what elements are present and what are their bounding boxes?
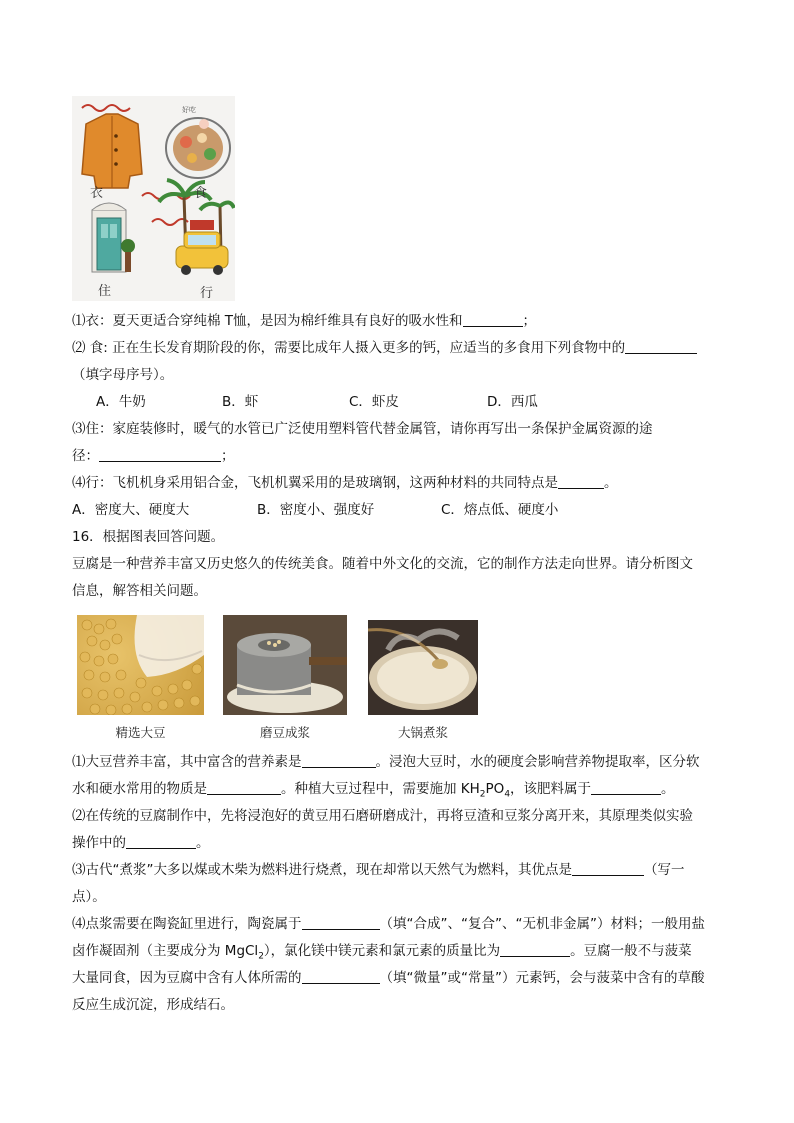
soybeans-photo [77, 615, 204, 715]
option-a: A．牛奶 [96, 394, 146, 410]
q16-part4-cont: 卤作凝固剂（主要成分为 MgCl$_2$），氯化镁中镁元素和氯元素的质量比为 。豆腐一般不与菠菜 [72, 943, 692, 962]
label-travel: 行 [200, 286, 214, 301]
q16-heading: 16．根据图表回答问题。 [72, 529, 225, 545]
q16-part3-cont: 点）。 [72, 889, 106, 905]
answer-blank[interactable] [572, 861, 644, 876]
answer-blank[interactable] [625, 339, 697, 354]
answer-blank[interactable] [302, 969, 380, 984]
q16-part1-cont: 水和硬水常用的物质是 。种植大豆过程中，需要施加 $KH_2PO_4$，该肥料属于 。 [72, 781, 675, 800]
q15-part3: ⑶住：家庭装修时，暖气的水管已广泛使用塑料管代替金属管，请你再写出一条保护金属资源的途 [72, 421, 653, 437]
label-housing: 住 [98, 284, 112, 299]
answer-blank[interactable] [500, 942, 570, 957]
q15-part1: ⑴衣：夏天更适合穿纯棉 T恤，是因为棉纤维具有良好的吸水性和 ； [72, 313, 537, 329]
label-clothing: 衣 [90, 186, 104, 201]
caption-mill: 磨豆成浆 [259, 725, 310, 740]
stone-mill-drawing [223, 615, 347, 715]
bowl-label: 好吃 [182, 106, 196, 114]
caption-soybeans: 精选大豆 [115, 725, 166, 740]
answer-blank[interactable] [302, 915, 380, 930]
answer-blank[interactable] [99, 447, 221, 462]
boiling-pot-drawing [368, 620, 478, 715]
label-food: 食 [194, 186, 208, 201]
q16-part2: ⑵在传统的豆腐制作中，先将浸泡好的黄豆用石磨研磨成汁，再将豆渣和豆浆分离开来，其原理类似实验 [72, 808, 693, 824]
answer-blank[interactable] [302, 753, 376, 768]
answer-blank[interactable] [207, 780, 281, 795]
q16-part1: ⑴大豆营养丰富，其中富含的营养素是 。浸泡大豆时，水的硬度会影响营养物提取率，区分软 [72, 754, 700, 770]
q16-intro: 豆腐是一种营养丰富又历史悠久的传统美食。随着中外文化的交流，它的制作方法走向世界。请分析图文 [72, 556, 693, 572]
q15-part2-cont: （填字母序号）。 [72, 367, 174, 383]
q16-part4-cont2: 大量同食，因为豆腐中含有人体所需的 （填“微量”或“常量”）元素钙，会与菠菜中含有的草酸 [72, 970, 705, 986]
option-b: B．虾 [222, 394, 259, 410]
answer-blank[interactable] [126, 834, 196, 849]
answer-blank[interactable] [558, 474, 604, 489]
boiling-pot-photo [368, 620, 478, 715]
q15-part4: ⑷行：飞机机身采用铝合金，飞机机翼采用的是玻璃钢，这两种材料的共同特点是 。 [72, 475, 618, 491]
q16-part2-cont: 操作中的 。 [72, 835, 210, 851]
q15-part2: ⑵ 食: 正在生长发育期阶段的你，需要比成年人摄入更多的钙，应适当的多食用下列食物中的 [72, 339, 697, 357]
option-b: B．密度小、强度好 [257, 502, 375, 518]
option-d: D．西瓜 [487, 394, 538, 410]
q16-intro-cont: 信息，解答相关问题。 [72, 583, 207, 599]
q16-part4-cont3: 反应生成沉淀，形成结石。 [72, 997, 234, 1013]
answer-blank[interactable] [591, 780, 661, 795]
caption-boil: 大锅煮浆 [397, 725, 448, 740]
option-c: C．熔点低、硬度小 [441, 502, 559, 518]
q15-part3-cont: 径： ； [72, 448, 235, 464]
soybeans-drawing [77, 615, 204, 715]
stone-mill-photo [223, 615, 347, 715]
q16-part4: ⑷点浆需要在陶瓷缸里进行，陶瓷属于 （填“合成”、“复合”、“无机非金属”）材料；一般用盐 [72, 916, 705, 932]
option-c: C．虾皮 [349, 394, 399, 410]
clothing-food-housing-travel-illustration [72, 96, 235, 301]
q16-part3: ⑶古代“煮浆”大多以煤或木柴为燃料进行烧煮，现在却常以天然气为燃料，其优点是 （写一 [72, 862, 685, 878]
option-a: A．密度大、硬度大 [72, 502, 190, 518]
answer-blank[interactable] [463, 312, 523, 327]
